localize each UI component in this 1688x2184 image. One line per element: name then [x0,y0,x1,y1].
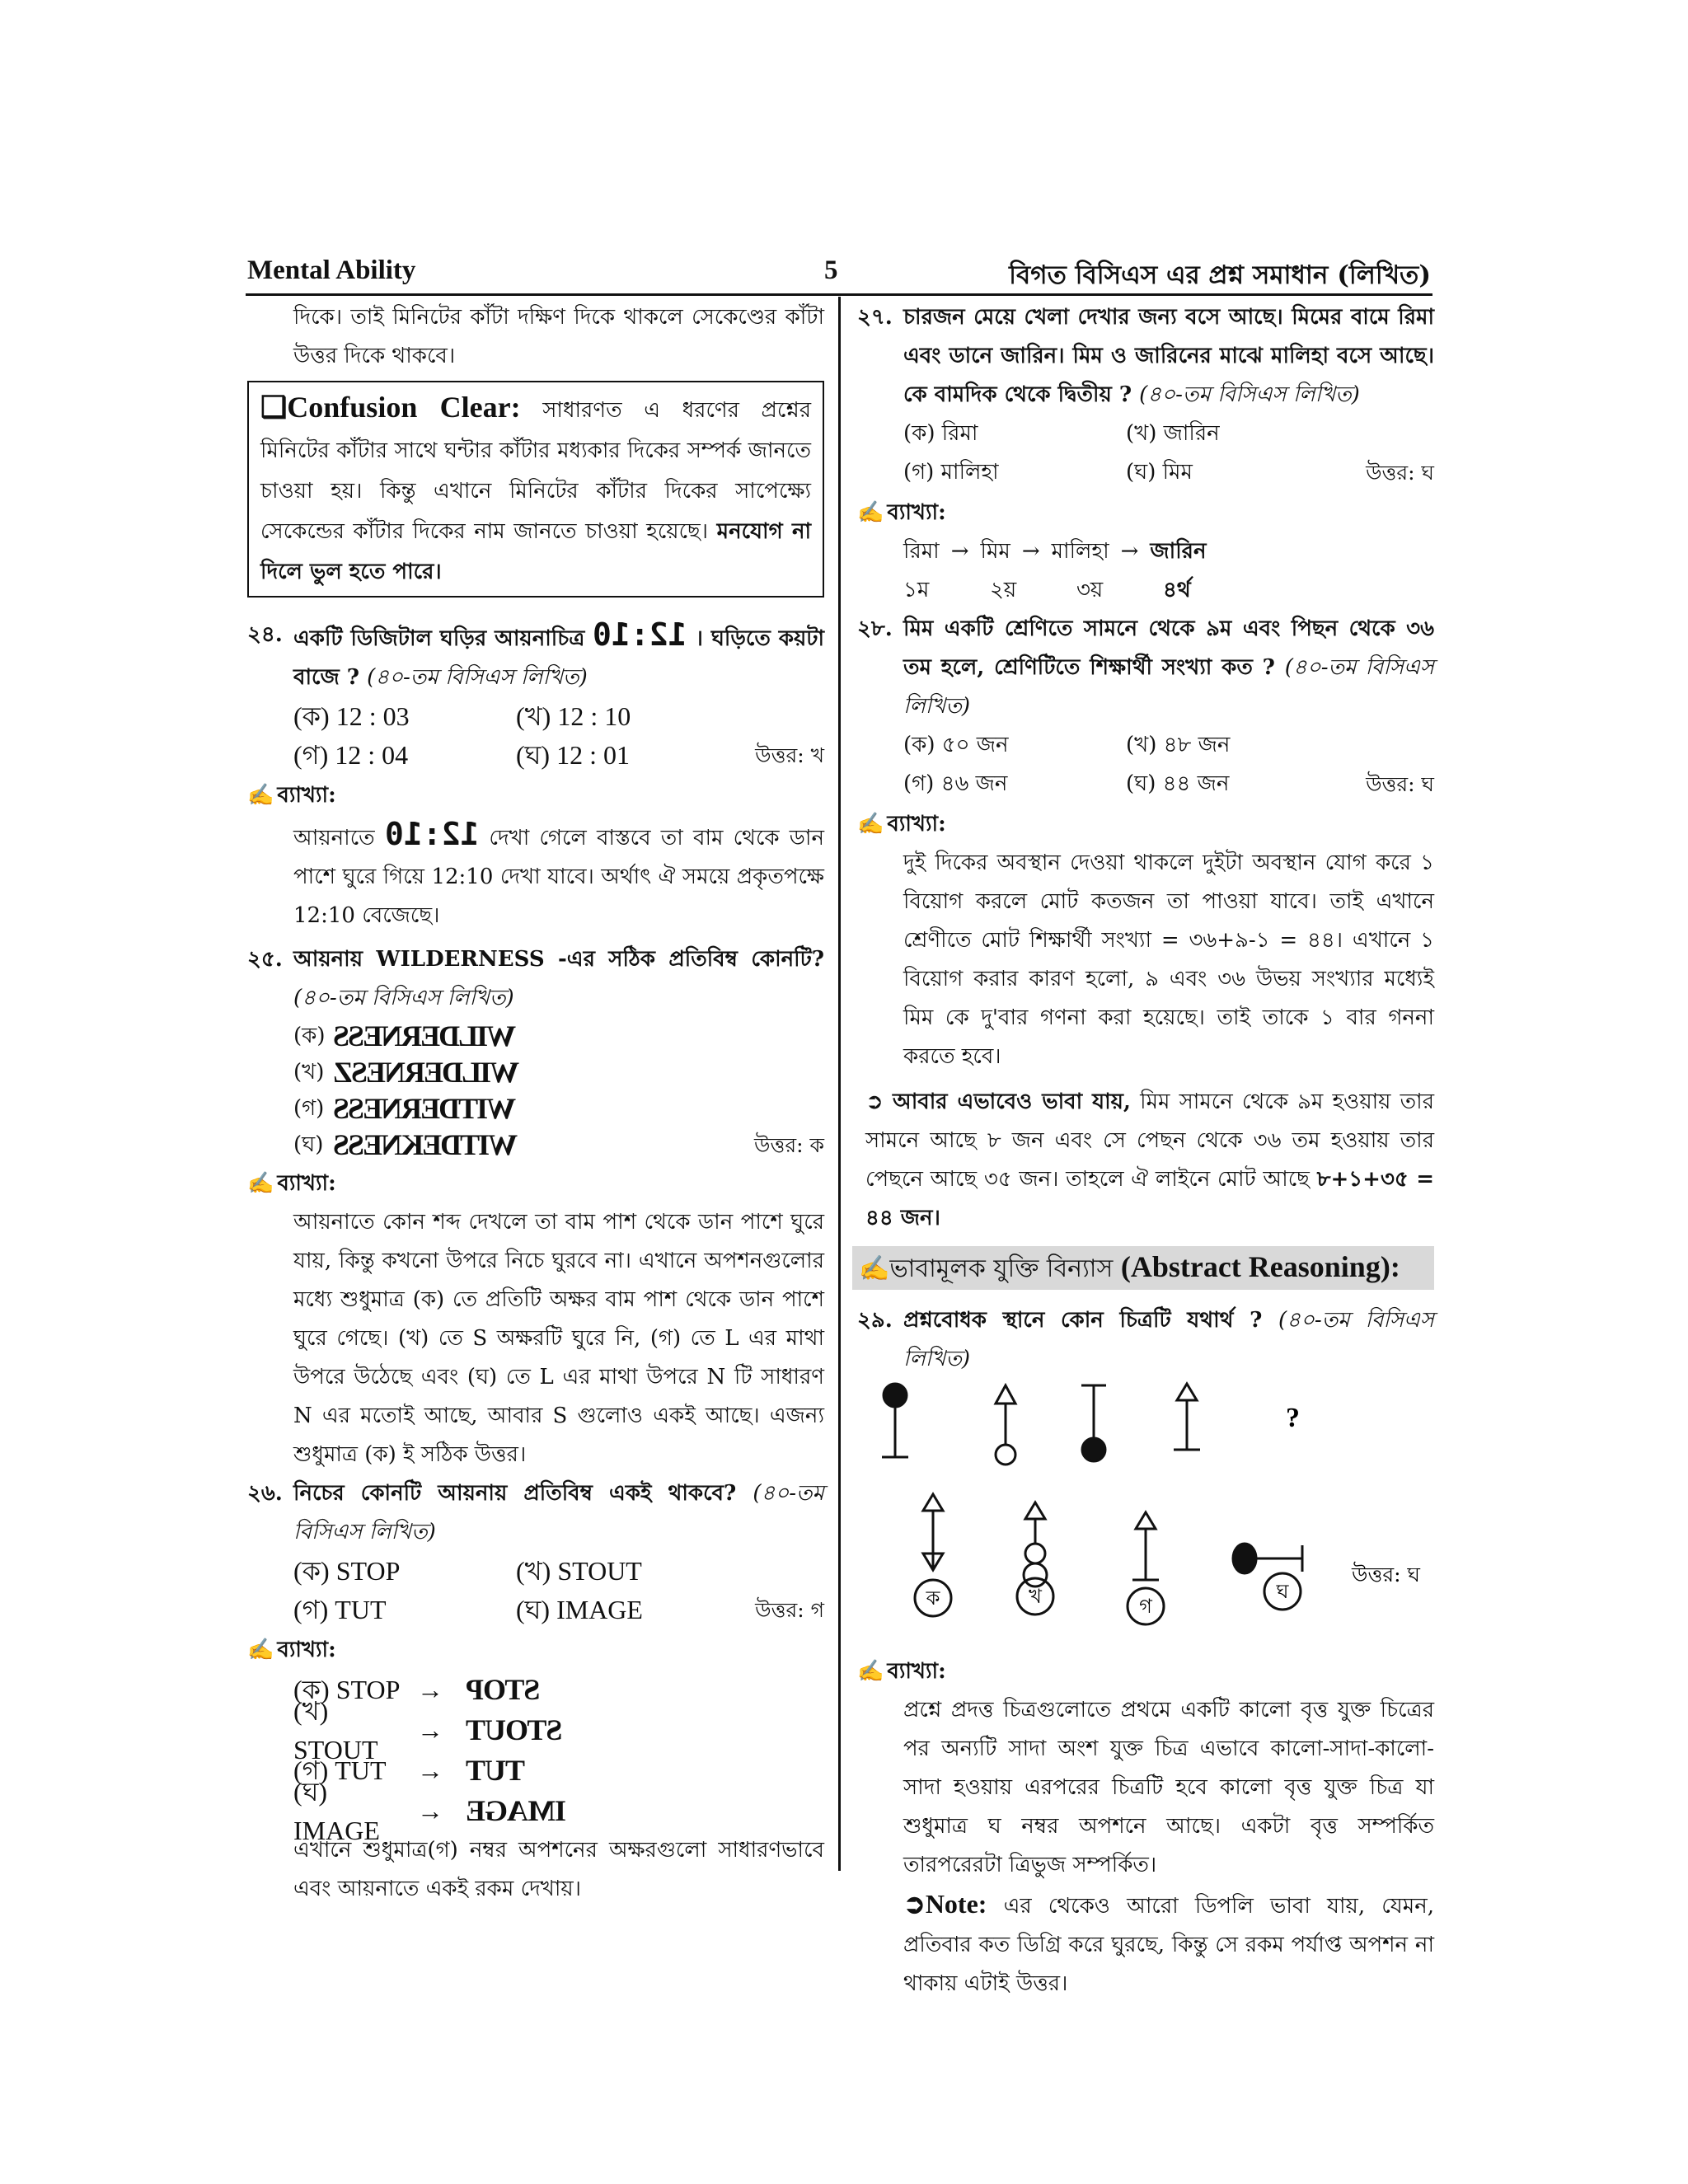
confusion-clear-box [247,381,824,598]
explanation-label: ✍ ব্যাখ্যা: [247,1638,336,1662]
option-ga: (গ) ৪৬ জন [903,771,1008,796]
option-figure-gha [1233,1544,1302,1610]
option-label: গ [1139,1595,1152,1618]
explanation-24: আয়নাতে 12:10 দেখা গেলে বাস্তবে তা বাম থেকে ডান পাশে ঘুরে গিয়ে 12:10 দেখা যাবে। অর্থাৎ ঐ সময়ে প্রকৃতপক্ষে 12:10 বেজেছে। [293,816,824,928]
answer: উত্তর: গ [755,1598,824,1622]
question-number: ২৮. [857,616,893,641]
question-source: (৪০-তম বিসিএস লিখিত) [1139,382,1360,407]
pen-icon: ✍ [857,500,884,525]
arrow-icon: → [417,1755,443,1785]
explanation-label: ✍ ব্যাখ্যা: [857,812,946,837]
chain-item: জারিন [1150,539,1207,564]
arrow-bullet-icon: ➲ [865,1090,884,1114]
option-ga: (গ) 12 : 04 [293,740,409,770]
question-text-b: । ঘড়িতে কয়টা বাজে ? [293,626,824,690]
confusion-clear-body: সাধারণত এ ধরণের প্রশ্নের মিনিটের কাঁটার সাথে ঘন্টার কাঁটার মধ্যকার দিকের সম্পর্ক জানতে চাওয়া হয়। কিন্তু এখানে মিনিটের কাঁটার দিকের সাপেক্ষ্যে সেকেন্ডের কাঁটার দিকের নাম জানতে চাওয়া হয়েছে। [260,398,812,544]
explanation-label: ✍ ব্যাখ্যা: [857,500,946,525]
right-column [857,298,1434,2004]
question-source: (৪০-তম বিসিএস লিখিত) [293,986,514,1010]
pen-icon: ✍ [857,812,884,837]
mirrored-word: IMAGE [467,1794,566,1827]
option-kha: (খ) 12 : 10 [516,701,631,731]
mirrored-clock-inline: 12:10 [384,816,480,852]
explanation-label: ✍ ব্যাখ্যা: [857,1659,946,1684]
figure-svg [857,1379,1434,1651]
option-label: ক [926,1586,940,1610]
option-ka: (ক) 12 : 03 [293,701,410,731]
order-label: ৪র্থ [1163,578,1191,602]
mapping-row: (ক) STOP → STOP [293,1670,824,1710]
series-figure-3 [1081,1385,1106,1461]
mirrored-word: TUT [467,1754,526,1787]
order-label: ৩য় [1076,578,1104,602]
question-source: (৪০-তম বিসিএস লিখিত) [903,1308,1434,1371]
mirrored-word: WITDEKNESS [335,1127,518,1161]
answer: উত্তর: ঘ [1366,772,1434,796]
explanation-25: আয়নাতে কোন শব্দ দেখলে তা বাম পাশ থেকে ডান পাশে ঘুরে যায়, কিন্তু কখনো উপরে নিচে ঘুরবে না। এখানে অপশনগুলোর মধ্যে শুধুমাত্র (ক) তে প্রতিটি অক্ষর বাম পাশ থেকে ডান পাশে ঘুরে গেছে। (খ) তে S অক্ষরটি ঘুরে নি, (গ) তে L এর মাথা উপরে উঠেছে এবং (ঘ) তে L এর মাথা উপরে N টি সাধারণ N এর মতোই আছে, আবার S গুলোও একই আছে। এজন্য শুধুমাত্র (ক) ই সঠিক উত্তর। [293,1210,824,1467]
arrow-icon: → [1021,539,1040,564]
question-text: চারজন মেয়ে খেলা দেখার জন্য বসে আছে। মিমের বামে রিমা এবং ডানে জারিন। মিম ও জারিনের মাঝে মালিহা বসে আছে। কে বামদিক থেকে দ্বিতীয় ? (৪০-তম বিসিএস লিখিত) [903,305,1434,407]
options-24 [247,697,824,775]
explanation-label: ✍ ব্যাখ্যা: [247,1171,336,1196]
option-ka: (ক) WILDERNESS [293,1018,824,1054]
answer: উত্তর: খ [755,743,824,767]
answer: উত্তর: ঘ [1366,461,1434,485]
arrow-icon: → [1120,539,1139,564]
options-25 [247,1018,824,1163]
option-ga: (গ) WITDERNESS [293,1090,824,1127]
explanation-29: প্রশ্নে প্রদত্ত চিত্রগুলোতে প্রথমে একটি কালো বৃত্ত যুক্ত চিত্রের পর অন্যটি সাদা অংশ যুক্ত চিত্র এভাবে কালো-সাদা-কালো-সাদা হওয়ায় এরপরের চিত্রটি হবে কালো বৃত্ত যুক্ত চিত্র যা শুধুমাত্র ঘ নম্বর অপশনে আছে। একটা বৃত্ত সম্পর্কিত তারপরেরটা ত্রিভুজ সম্পর্কিত। [903,1698,1434,1877]
question-source: (৪০-তম বিসিএস লিখিত) [903,655,1434,719]
chain-item: মিম [980,539,1010,564]
question-source: (৪০-তম বিসিএস লিখিত) [293,1481,824,1544]
question-number: ২৬. [247,1481,283,1506]
left-column [247,298,824,1909]
pen-icon: ✍ [247,1171,274,1196]
option-ka: (ক) ৫০ জন [903,733,1009,757]
note: ➲Note: এর থেকেও আরো ডিপলি ভাবা যায়, যেমন, প্রতিবার কত ডিগ্রি করে ঘুরছে, কিন্তু সে রকম পর্যাপ্ত অপশন না থাকায় এটাই উত্তর। [903,1889,1435,1996]
figure-series [857,1379,1434,1651]
question-text: আয়নায় WILDERNESS -এর সঠিক প্রতিবিম্ব কোনটি? (৪০-তম বিসিএস লিখিত) [293,947,824,1010]
option-gha: (ঘ) IMAGE [516,1595,643,1624]
question-text: প্রশ্নবোধক স্থানে কোন চিত্রটি যথার্থ ? (৪০-তম বিসিএস লিখিত) [903,1308,1434,1371]
pen-icon: ✍ [247,783,274,808]
option-label: খ [1029,1585,1042,1608]
option-ka: (ক) STOP [293,1556,401,1586]
section-banner: ✍ভাবামূলক যুক্তি বিন্যাস (Abstract Reasoning): [852,1246,1434,1290]
question-26 [247,1474,824,1552]
series-figure-4 [1174,1384,1200,1450]
mapping-row: (গ) TUT → TUT [293,1750,824,1791]
explanation-26: এখানে শুধুমাত্র(গ) নম্বর অপশনের অক্ষরগুলো সাধারণভাবে এবং আয়নাতে একই রকম দেখায়। [293,1838,824,1901]
mirrored-clock: 12:10 [593,616,687,653]
option-gha: (ঘ) WITDEKNESS উত্তর: ক [293,1127,824,1163]
series-figure-2 [996,1385,1015,1465]
question-text: নিচের কোনটি আয়নায় প্রতিবিম্ব একই থাকবে? (৪০-তম বিসিএস লিখিত) [293,1481,824,1544]
arrow-icon: → [950,539,969,564]
mirror-mapping [247,1670,824,1845]
explanation-28: দুই দিকের অবস্থান দেওয়া থাকলে দুইটা অবস্থান যোগ করে ১ বিয়োগ করলে মোট কতজন তা পাওয়া যাবে। তাই এখানে শ্রেণীতে মোট শিক্ষার্থী সংখ্যা = ৩৬+৯-১ = ৪৪। এখানে ১ বিয়োগ করার কারণ হলো, ৯ এবং ৩৬ উভয় সংখ্যার মধ্যেই মিম কে দু'বার গণনা করা হয়েছে। তাই তাকে ১ বার গননা করতে হবে। [903,851,1434,1069]
confusion-clear-title: ❑Confusion Clear: [260,391,521,424]
question-number: ২৭. [857,305,893,330]
question-27 [857,298,1434,415]
confusion-clear-warning: মনযোগ না দিলে ভুল হতে পারে। [260,519,811,584]
continued-text: দিকে। তাই মিনিটের কাঁটা দক্ষিণ দিকে থাকলে সেকেণ্ডের কাঁটা উত্তর দিকে থাকবে। [293,305,824,368]
mapping-row: (ঘ) IMAGE → IMAGE [293,1776,566,1845]
mirrored-word: STOP [467,1673,541,1706]
pen-icon: ✍ [859,1254,890,1283]
note-label: ➲Note: [903,1889,987,1919]
option-kha: (খ) ৪৮ জন [1126,733,1231,757]
order-label: ২য় [990,578,1017,602]
header-title: বিগত বিসিএস এর প্রশ্ন সমাধান (লিখিত) [1009,260,1431,290]
mapping-row: (খ) STOUT → STOUT [293,1695,563,1765]
header-subject: Mental Ability [247,255,416,285]
answer: উত্তর: ক [754,1132,824,1157]
arrow-icon: → [417,1796,443,1825]
question-text [293,616,824,697]
question-number: ২৪. [247,622,283,647]
mirrored-word: WITDERNESS [335,1091,517,1125]
order-label: ১ম [903,578,930,602]
page-number: 5 [824,255,838,285]
question-28 [857,610,1434,726]
question-text: মিম একটি শ্রেণিতে সামনে থেকে ৯ম এবং পিছন থেকে ৩৬ তম হলে, শ্রেণিটিতে শিক্ষার্থী সংখ্যা কত ? (৪০-তম বিসিএস লিখিত) [903,616,1434,719]
column-divider [838,297,841,1871]
series-figure-1 [882,1384,908,1457]
option-gha: (ঘ) ৪৪ জন [1126,771,1230,796]
options-28 [857,726,1434,804]
question-source: (৪০-তম বিসিএস লিখিত) [367,665,588,690]
question-25 [247,940,824,1018]
question-24 [247,616,824,697]
option-kha: (খ) WILDERNESZ [293,1054,824,1090]
pen-icon: ✍ [857,1659,884,1684]
option-ka: (ক) রিমা [903,421,978,446]
arrow-icon: → [417,1675,443,1704]
mirrored-word: STOUT [467,1713,563,1746]
mirrored-word: WILDERNESS [335,1019,517,1052]
question-mark: ? [1286,1403,1300,1433]
pen-icon: ✍ [247,1638,274,1662]
question-number: ২৯. [857,1308,893,1333]
option-kha: (খ) জারিন [1126,421,1220,446]
chain-item: মালিহা [1051,539,1109,564]
explanation-label: ✍ ব্যাখ্যা: [247,783,336,808]
alternate-explanation: ➲ আবার এভাবেও ভাবা যায়, মিম সামনে থেকে ৯ম হওয়ায় তার সামনে আছে ৮ জন এবং সে পেছন থেকে ৩৬ তম হওয়ায় তার পেছনে আছে ৩৫ জন। তাহলে ঐ লাইনে মোট আছে ৮+১+৩৫ = ৪৪ জন। [865,1090,1434,1230]
question-29 [857,1301,1434,1379]
header-rule [246,293,1432,296]
question-text-a: একটি ডিজিটাল ঘড়ির আয়নাচিত্র [293,626,585,651]
option-kha: (খ) STOUT [516,1556,642,1586]
option-ga: (গ) TUT [293,1595,387,1624]
mirrored-word: WILDERNESZ [335,1055,520,1089]
confusion-clear-text [260,387,811,593]
question-number: ২৫. [247,947,283,972]
option-ga: (গ) মালিহা [903,460,999,485]
seating-chain [857,532,1434,610]
chain-item: রিমা [903,539,940,564]
options-26 [247,1552,824,1629]
arrow-icon: → [417,1715,443,1745]
answer: উত্তর: ঘ [1352,1563,1420,1586]
options-27 [857,415,1434,492]
option-gha: (ঘ) 12 : 01 [516,740,630,770]
option-label: ঘ [1276,1580,1289,1603]
option-gha: (ঘ) মিম [1126,460,1193,485]
